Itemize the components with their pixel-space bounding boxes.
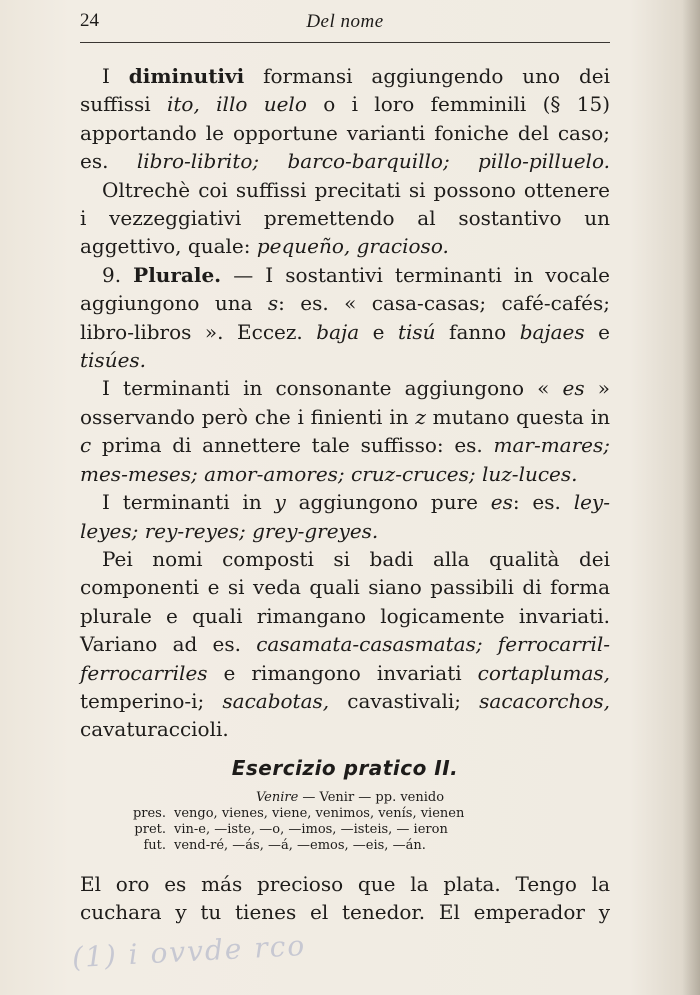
running-head: Del nome: [306, 11, 384, 32]
example-word: tisúes.: [80, 348, 147, 373]
verb-infinitive: Venire: [255, 790, 299, 805]
paragraph-vezzeggiativi: [80, 176, 610, 261]
conjugation-table: [80, 790, 610, 854]
example-words: pequeño, gracioso.: [256, 234, 449, 259]
example-word: tisú: [397, 319, 436, 344]
text-run: Oltrechè coi suffissi precitati si possono ottenere i vezzeggiativi premettendo al sostantivo un aggettivo, quale:: [80, 177, 610, 259]
text-run: » osservando però che i finienti in: [80, 376, 611, 429]
exercise-title: Esercizio pratico II.: [231, 756, 459, 780]
text-run: aggiungono pure: [285, 490, 491, 515]
example-word: cortaplumas,: [477, 660, 610, 685]
text-run: temperino-i;: [80, 688, 223, 713]
suffix-es: es: [490, 490, 513, 515]
letter-c: c: [80, 433, 92, 458]
tense-label: pret.: [134, 822, 166, 837]
suffix-es: es: [562, 376, 585, 401]
term-plurale: Plurale.: [133, 262, 222, 287]
text-run: mutano questa in: [425, 404, 611, 429]
conjugation-row: [80, 806, 610, 822]
example-word: bajaes: [519, 319, 585, 344]
page-number: 24: [80, 10, 99, 31]
exercise-text: [80, 870, 610, 927]
text-run: I: [102, 64, 129, 88]
paragraph-y: [80, 488, 610, 545]
example-words: casamata-casasmatas; ferrocarril-ferrocarriles: [80, 632, 610, 685]
tense-label: pres.: [132, 806, 166, 821]
text-run: I terminanti in: [102, 490, 275, 515]
exercise-section: [80, 756, 610, 854]
text-run: — I sostantivi terminanti in vocale aggiungono una: [80, 262, 610, 316]
handwritten-note: (1) i ovvde rco: [71, 928, 307, 975]
example-words: libro-librito; barco-barquillo; pillo-pilluelo.: [136, 149, 610, 174]
letter-y: y: [274, 490, 286, 515]
text-run: : es. « casa-casas; café-cafés; libro-libros ». Eccez.: [80, 291, 610, 344]
example-words: ley-leyes; rey-reyes; grey-greyes.: [80, 490, 610, 543]
text-run: fanno: [435, 319, 520, 344]
letter-z: z: [415, 404, 426, 429]
paragraph-plurale: [80, 261, 610, 375]
conjugation-row: [80, 838, 610, 854]
page-header: [80, 10, 610, 43]
text-run: cavastivali;: [329, 688, 480, 713]
paragraph-consonante: [80, 374, 610, 488]
tense-forms: vin-e, —iste, —o, —imos, —isteis, — ieron: [174, 822, 448, 837]
verb-forms-summary: — Venir — pp. venido: [298, 790, 445, 805]
text-run: Pei nomi composti si badi alla qualità dei componenti e si veda quali siano passibili di forma plurale e quali rimangano logicamente invariati. Variano ad es.: [80, 546, 610, 657]
example-words: mar-mares; mes-meses; amor-amores; cruz-cruces; luz-luces.: [80, 433, 610, 486]
paragraph-diminutivi: [80, 62, 610, 176]
conjugation-heading: [90, 790, 610, 806]
text-run: I terminanti in consonante aggiungono «: [102, 376, 563, 401]
suffix-examples: ito, illo uelo: [167, 92, 307, 117]
text-run: formansi aggiungendo uno dei suffissi: [80, 64, 610, 117]
text-run: e rimangono invariati: [207, 660, 478, 685]
text-run: cavaturaccioli.: [80, 717, 229, 742]
letter-s: s: [267, 291, 279, 316]
example-word: sacabotas,: [222, 688, 330, 713]
page-edge-shadow: [682, 0, 700, 995]
text-run: e: [359, 319, 398, 344]
term-diminutivi: diminutivi: [128, 64, 245, 88]
text-run: prima di annettere tale suffisso: es.: [91, 433, 494, 458]
conjugation-row: [80, 822, 610, 838]
text-run: : es.: [512, 490, 574, 515]
example-word: sacacorchos,: [479, 688, 611, 713]
tense-forms: vengo, vienes, viene, venimos, venís, vienen: [174, 806, 465, 821]
exercise-sentences: El oro es más precioso que la plata. Tengo la cuchara y tu tienes el tenedor. El emperador y: [80, 872, 610, 925]
body-text: [80, 62, 610, 744]
text-run: e: [584, 319, 610, 344]
section-number: 9.: [102, 262, 134, 287]
tense-label: fut.: [143, 838, 166, 853]
paragraph-composti: [80, 545, 610, 744]
tense-forms: vend-ré, —ás, —á, —emos, —eis, —án.: [174, 838, 426, 853]
example-word: baja: [316, 319, 360, 344]
text-run: o i loro femminili (§ 15) apportando le opportune varianti foniche del caso; es.: [80, 92, 610, 174]
